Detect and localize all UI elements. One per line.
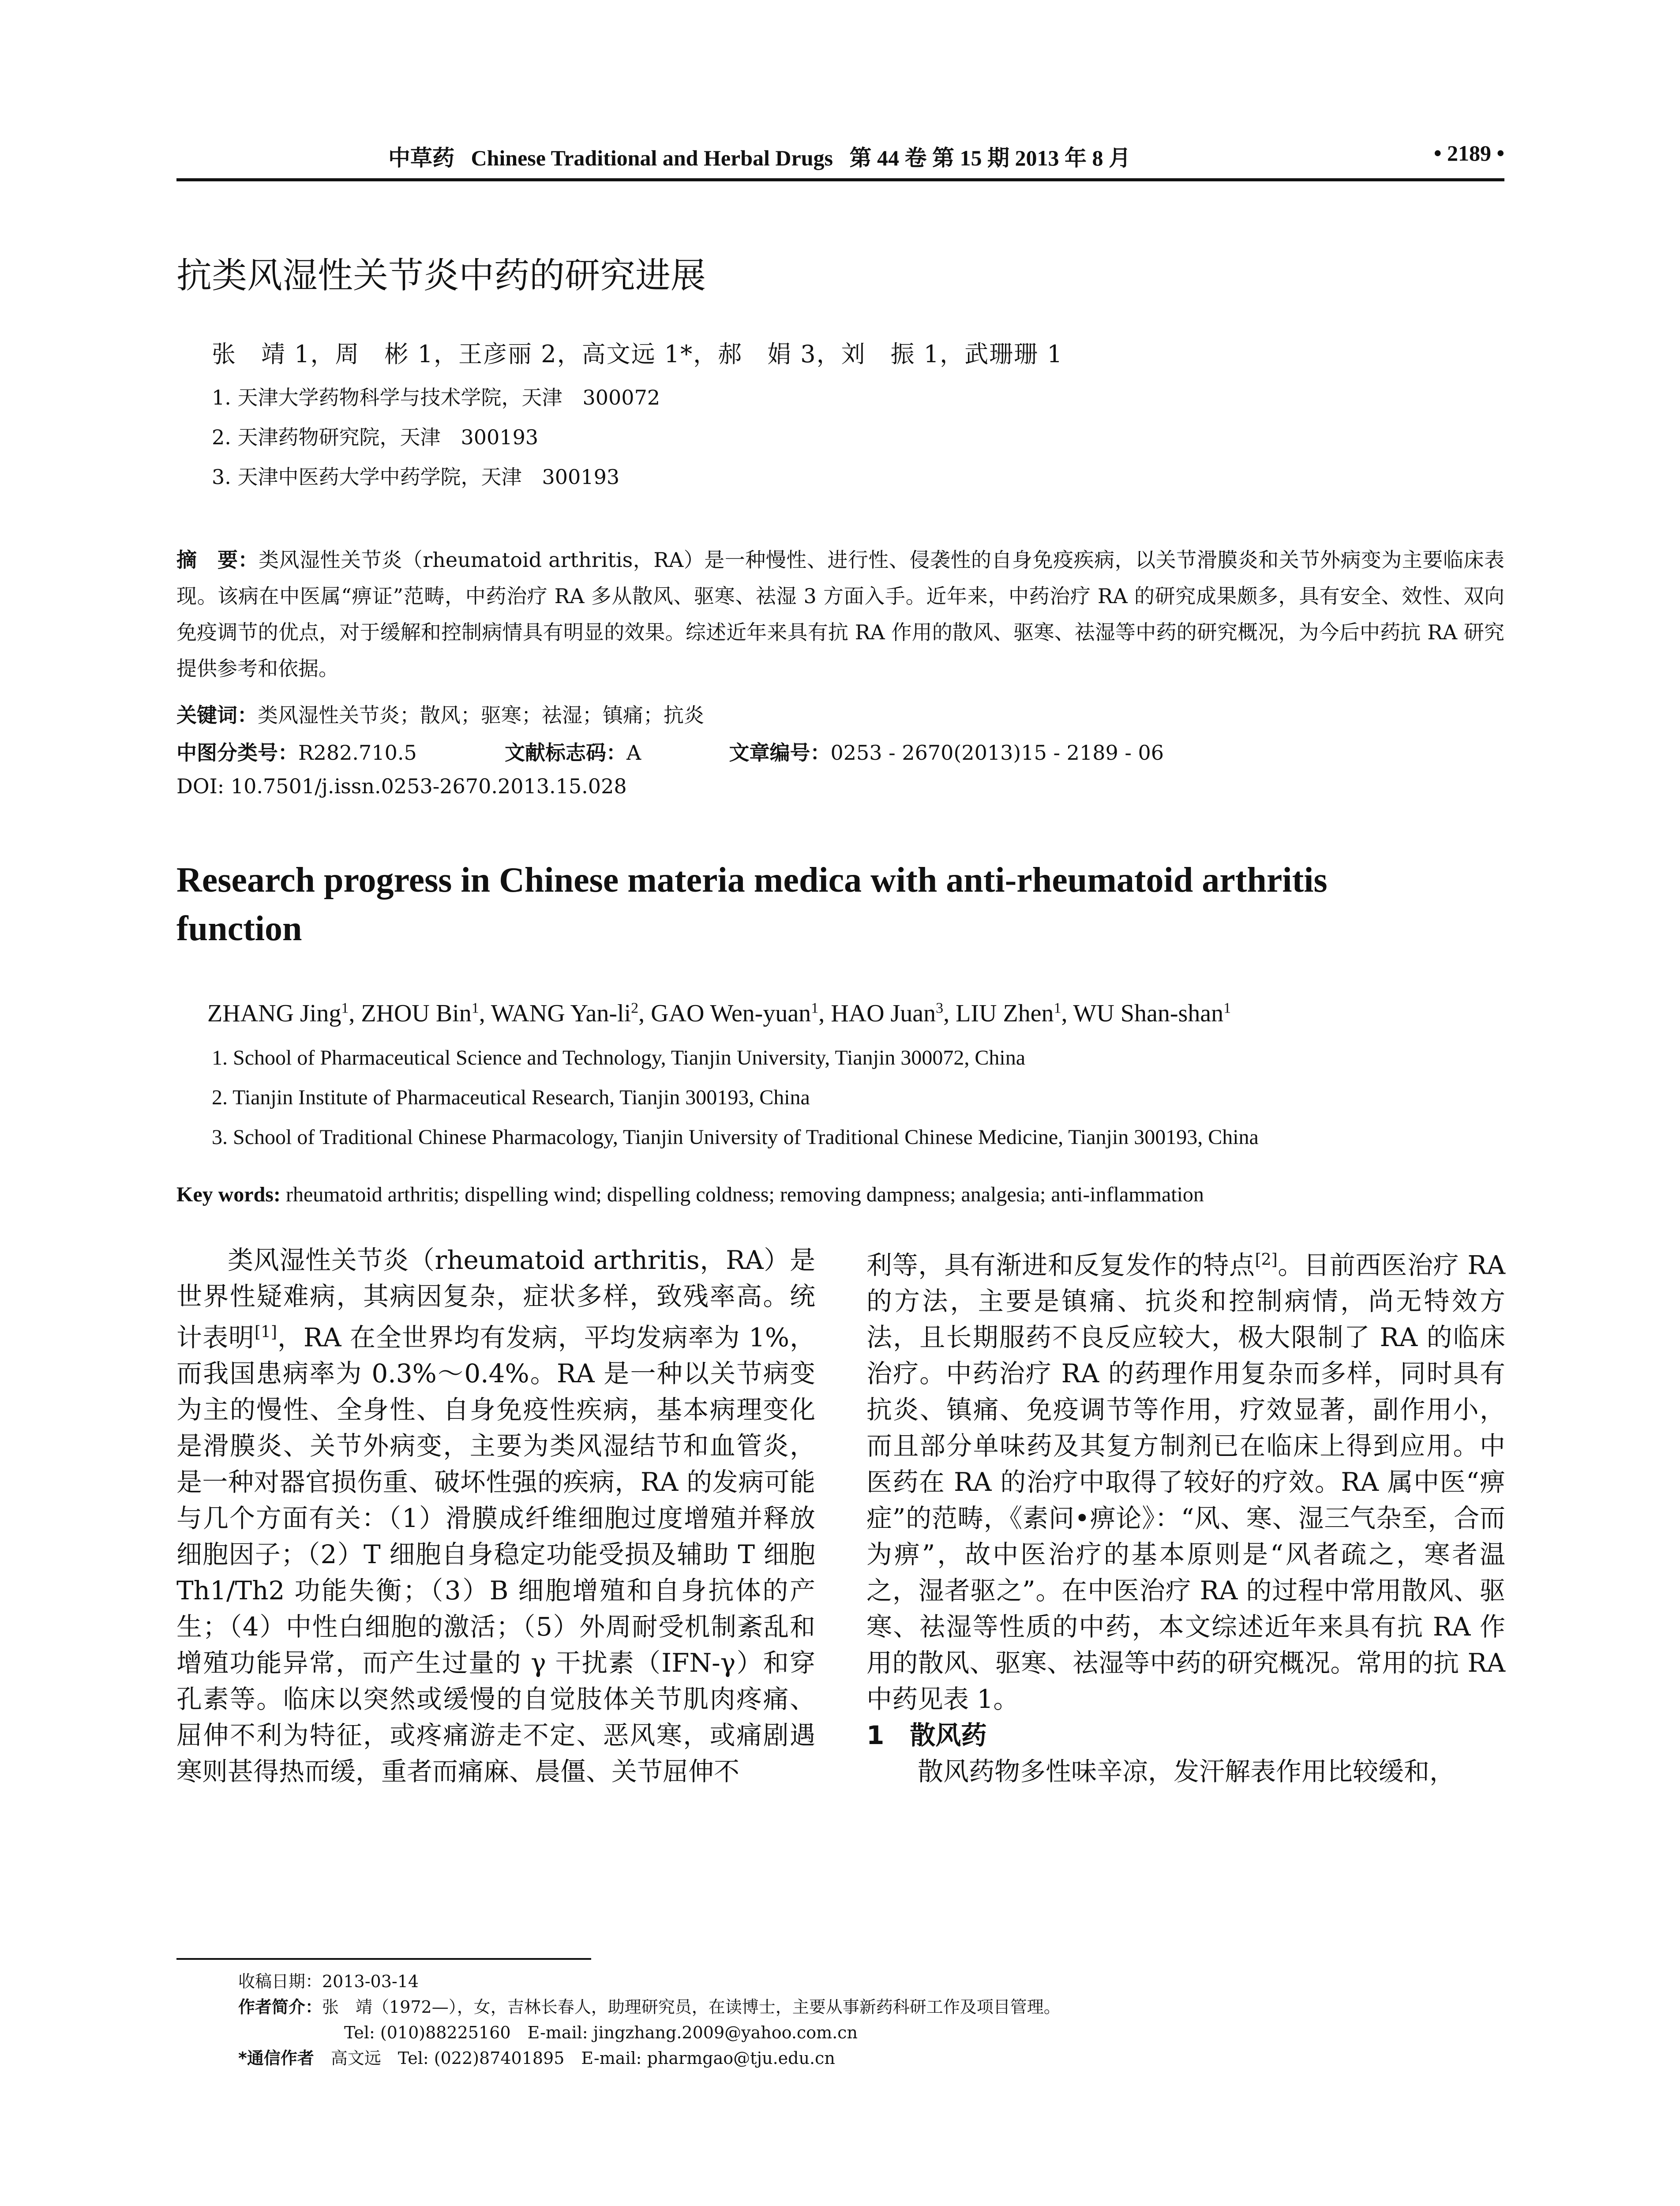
body-column-left [176, 1242, 815, 1790]
body-paragraph: 散风药物多性味辛凉，发汗解表作用比较缓和， [918, 1756, 1455, 1787]
author-en-sup: 3 [936, 1000, 944, 1017]
abstract-text: 类风湿性关节炎（rheumatoid arthritis，RA）是一种慢性、进行性、侵袭性的自身免疫疾病，以关节滑膜炎和关节外病变为主要临床表现。该病在中医属“痹证”范畴，中药治疗 RA 多从散风、驱寒、祛湿 3 方面入手。近年来，中药治疗 RA 的研究成果颇多，具有安全、效性、双向免疫调节的优点，对于缓解和控制病情具有明显的效果。综述近年来具有抗 RA 作用的散风、驱寒、祛湿等中药的研究概况，为今后中药抗 RA 研究提供参考和依据。 [176, 548, 1505, 680]
corresponding-label: *通信作者 [238, 2048, 314, 2068]
author-list-en: ZHANG Jing$^1$, ZHOU Bin$^1$, WANG Yan-$li^2$, GAO Wen-yuan$^1$, HAO Juan$^3$, LIU Zhen$^1$, WU Shan-shan$^1$ [207, 1000, 1231, 1027]
body-column-right [866, 1242, 1505, 1790]
author-en-sup: 1 [811, 1000, 819, 1017]
article-title-en-line2: function [176, 909, 302, 948]
journal-name-cn: 中草药 [388, 146, 454, 170]
affiliation-cn-1: 1. 天津大学药物科学与技术学院，天津 300072 [212, 386, 660, 409]
journal-citation [388, 140, 1131, 172]
keywords-cn [176, 699, 704, 728]
author-en: WANG Yan-li [491, 1000, 631, 1027]
citation-ref[interactable]: [1] [254, 1323, 277, 1341]
body-paragraph [176, 1242, 815, 1790]
article-title-en-line1: Research progress in Chinese materia medica with anti-rheumatoid arthritis [176, 861, 1328, 900]
author-bio-text: 张 靖（1972—），女，吉林长春人，助理研究员，在读博士，主要从事新药科研工作及项目管理。 [322, 1997, 1061, 2017]
doi: DOI: 10.7501/j.issn.0253-2670.2013.15.028 [176, 774, 627, 798]
citation-ref[interactable]: [2] [1255, 1251, 1278, 1269]
article-title-cn: 抗类风湿性关节炎中药的研究进展 [176, 255, 706, 296]
abstract-label: 摘 要： [176, 548, 259, 572]
journal-issue: 第 44 卷 第 15 期 2013 年 8 月 [849, 146, 1131, 170]
author-contact: Tel: (010)88225160 E-mail: jingzhang.2009@yahoo.com.cn [344, 2023, 858, 2042]
body-text: 。目前西医治疗 RA 的方法，主要是镇痛、抗炎和控制病情，尚无特效方法，且长期服药不良反应较大，极大限制了 RA 的临床治疗。中药治疗 RA 的药理作用复杂而多样，同时具有抗炎、镇痛、免疫调节等作用，疗效显著，副作用小，而且部分单味药及其复方制剂已在临床上得到应用。中医药在 RA 的治疗中取得了较好的疗效。RA 属中医“痹症”的范畴，《素问•痹论》：“风、寒、湿三气杂至，合而为痹”，故中医治疗的基本原则是“风者疏之，寒者温之，湿者驱之”。在中医治疗 RA 的过程中常用散风、驱寒、祛湿等性质的中药，本文综述近年来具有抗 RA 作用的散风、驱寒、祛湿等中药的研究概况。常用的抗 RA 中药见表 1。 [866, 1250, 1505, 1715]
article-number-label: 文章编号： [729, 741, 831, 765]
footnotes [238, 1969, 1061, 2071]
keywords-en-text: rheumatoid arthritis; dispelling wind; dispelling coldness; removing dampness; analgesia; anti-inflammation [285, 1183, 1204, 1206]
author-en-sup: 2 [631, 1000, 639, 1017]
author-en: ZHOU Bin [361, 1000, 472, 1027]
author-en: GAO Wen-yuan [651, 1000, 811, 1027]
section-heading: 1 散风药 [866, 1720, 987, 1751]
doc-code-value: A [626, 741, 641, 765]
affiliation-en-1: 1. School of Pharmaceutical Science and Technology, Tianjin University, Tianjin 300072, China [212, 1046, 1025, 1069]
author-bio-label: 作者简介： [238, 1997, 322, 2017]
article-title-en [176, 856, 1504, 953]
body-text: 利等，具有渐进和反复发作的特点 [866, 1250, 1255, 1280]
header-rule [176, 178, 1504, 181]
affiliation-cn-3: 3. 天津中医药大学中药学院，天津 300193 [212, 465, 620, 489]
article-number-value: 0253 - 2670(2013)15 - 2189 - 06 [830, 741, 1164, 765]
body-text: 类风湿性关节炎（rheumatoid arthritis，RA）是世界性疑难病，其病因复杂，症状多样，致残率高。统计表明 [176, 1245, 815, 1353]
received-date: 收稿日期：2013-03-14 [238, 1972, 419, 1991]
clc-label: 中图分类号： [176, 741, 298, 765]
abstract-cn [176, 542, 1504, 687]
author-en-sup: 1 [341, 1000, 349, 1017]
author-en: ZHANG Jing [207, 1000, 341, 1027]
author-en-sup: 1 [471, 1000, 479, 1017]
corresponding-text: 高文远 Tel: (022)87401895 E-mail: pharmgao@tju.edu.cn [330, 2048, 835, 2068]
page-number: • 2189 • [1433, 141, 1504, 165]
author-en-sup: 1 [1223, 1000, 1231, 1017]
doc-code-label: 文献标志码： [505, 741, 626, 765]
classification-line [176, 737, 1164, 766]
footnote-rule [176, 1958, 591, 1960]
author-bio [238, 1994, 1061, 2020]
keywords-cn-label: 关键词： [176, 703, 258, 727]
corresponding-author [238, 2045, 1061, 2071]
affiliation-en-3: 3. School of Traditional Chinese Pharmacology, Tianjin University of Traditional Chinese Medicine, Tianjin 300193, China [212, 1126, 1259, 1149]
affiliation-en-2: 2. Tianjin Institute of Pharmaceutical Research, Tianjin 300193, China [212, 1086, 810, 1109]
author-en: LIU Zhen [956, 1000, 1054, 1027]
keywords-cn-text: 类风湿性关节炎；散风；驱寒；祛湿；镇痛；抗炎 [258, 703, 704, 727]
clc-value: R282.710.5 [298, 741, 417, 765]
body-text: ，RA 在全世界均有发病，平均发病率为 1%，而我国患病率为 0.3%～0.4%。RA 是一种以关节病变为主的慢性、全身性、自身免疫性疾病，基本病理变化是滑膜炎、关节外病变，主要为类风湿结节和血管炎，是一种对器官损伤重、破坏性强的疾病，RA 的发病可能与几个方面有关：（1）滑膜成纤维细胞过度增殖并释放细胞因子；（2）T 细胞自身稳定功能受损及辅助 T 细胞 Th1/Th2 功能失衡；（3）B 细胞增殖和自身抗体的产生；（4）中性白细胞的激活；（5）外周耐受机制紊乱和增殖功能异常，而产生过量的 γ 干扰素（IFN-γ）和穿孔素等。临床以突然或缓慢的自觉肢体关节肌肉疼痛、屈伸不利为特征，或疼痛游走不定、恶风寒，或痛剧遇寒则甚得热而缓，重者而痛麻、晨僵、关节屈伸不 [176, 1322, 815, 1787]
body-paragraph [866, 1242, 1505, 1717]
keywords-en [176, 1182, 1204, 1207]
author-en: WU Shan-shan [1073, 1000, 1224, 1027]
author-en-sup: 1 [1054, 1000, 1061, 1017]
author-en: HAO Juan [831, 1000, 936, 1027]
journal-name-en: Chinese Traditional and Herbal Drugs [471, 146, 833, 170]
author-list-cn: 张 靖 1，周 彬 1，王彦丽 2，高文远 1*，郝 娟 3，刘 振 1，武珊珊 1 [212, 340, 1063, 368]
keywords-en-label: Key words: [176, 1183, 281, 1206]
affiliation-cn-2: 2. 天津药物研究院，天津 300193 [212, 425, 539, 449]
